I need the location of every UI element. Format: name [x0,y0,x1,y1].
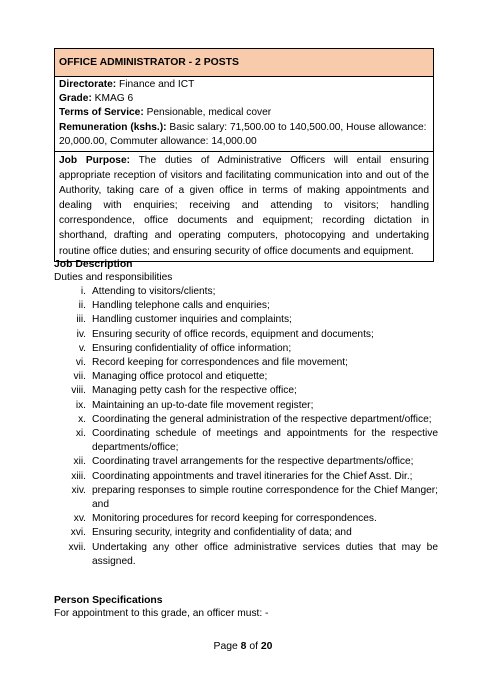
duty-item [54,455,438,469]
remuneration-label: Remuneration (kshs.): [59,121,167,133]
duty-text: Managing office protocol and etiquette; [92,371,268,383]
terms-row [59,106,429,120]
job-summary-table [54,48,434,262]
job-description-section [54,258,438,569]
duty-number: xiv. [71,484,86,496]
remuneration-value: Basic salary: 71,500.00 to 140,500.00, House allowance: 20,000.00, Commuter allowance: 14,000.00 [59,121,427,147]
job-title: OFFICE ADMINISTRATOR - 2 POSTS [55,49,433,77]
terms-label: Terms of Service: [59,107,144,119]
duty-item [54,399,438,413]
duty-text: Record keeping for correspondences and file movement; [92,357,348,369]
remuneration-row [59,121,429,149]
duty-item [54,313,438,327]
duties-list [54,285,438,569]
duty-text: Ensuring security, integrity and confidentiality of data; and [92,527,352,539]
duty-item [54,384,438,398]
duty-text: Coordinating the general administration of the respective department/office; [92,413,432,425]
duty-number: xvi. [70,527,86,539]
duty-text: Handling customer inquiries and complaints; [92,314,292,326]
person-specifications-heading: Person Specifications [54,595,163,606]
grade-value: KMAG 6 [91,93,134,105]
duty-text: Coordinating appointments and travel itineraries for the Chief Asst. Dir.; [92,470,413,482]
duty-number: x. [78,413,86,425]
duty-text: Coordinating schedule of meetings and appointments for the respective departments/office; [92,428,438,454]
duty-text: Attending to visitors/clients; [92,286,216,297]
duty-number: ii. [78,300,86,312]
duties-intro: Duties and responsibilities [54,272,173,283]
duty-number: xvii. [68,541,86,553]
duty-item [54,342,438,356]
duty-item [54,427,438,455]
duty-number: xv. [73,513,86,525]
directorate-value: Finance and ICT [116,79,195,90]
duty-text: Monitoring procedures for record keeping for correspondences. [92,513,377,525]
duty-text: Ensuring security of office records, equipment and documents; [92,328,374,340]
job-purpose [55,152,433,261]
duty-item [54,413,438,427]
duty-number: ix. [75,399,86,411]
duty-item [54,370,438,384]
grade-label: Grade: [59,93,92,105]
duty-text: Managing petty cash for the respective office; [92,385,297,397]
page-footer [0,640,486,653]
terms-value: Pensionable, medical cover [143,107,272,119]
duty-item [54,356,438,370]
duty-text: preparing responses to simple routine correspondence for the Chief Manger; and [92,484,438,511]
duty-text: Coordinating travel arrangements for the respective departments/office; [92,456,414,468]
directorate-row [59,78,429,92]
grade-row [59,92,429,106]
duty-item [54,512,438,526]
job-description-heading: Job Description [54,259,133,270]
duty-item [54,541,438,569]
duty-item [54,526,438,540]
duty-number: viii. [71,385,86,397]
duty-number: i. [80,286,86,297]
duty-number: xiii. [71,470,86,482]
purpose-value: The duties of Administrative Officers will entail ensuring appropriate reception of visitors and facilitating communication into and out of the Authority, taking care of a given office in terms of making appointments and dealing with enquiries; receiving and attending to visitors; handling correspondence, office documents and equipment; recording dictation in shorthand, drafting and operating computers, photocopying and undertaking routine office duties; and ensuring security of office documents and equipment. [59,155,429,257]
directorate-label: Directorate: [59,79,117,90]
duty-item [54,328,438,342]
duty-number: xii. [73,456,86,468]
duty-number: vi. [75,357,86,369]
duty-text: Handling telephone calls and enquiries; [92,300,270,312]
job-details [55,77,433,152]
duty-item [54,299,438,313]
of-word: of [246,641,261,652]
duty-number: vii. [73,371,86,383]
page-number: 8 [240,641,247,652]
duty-text: Undertaking any other office administrative services duties that may be assigned. [92,541,438,567]
duty-text: Maintaining an up-to-date file movement register; [92,399,314,411]
duty-number: iii. [76,314,86,326]
duty-item [54,470,438,484]
duty-number: xi. [75,428,86,440]
total-pages: 20 [260,641,273,652]
duty-number: v. [78,342,86,354]
duty-item [54,285,438,299]
person-specifications-section [54,594,438,620]
person-specifications-intro: For appointment to this grade, an officer must: - [54,608,269,619]
duty-text: Ensuring confidentiality of office information; [92,342,292,354]
duty-item [54,484,438,512]
duty-number: iv. [76,328,86,340]
purpose-label: Job Purpose: [59,155,131,167]
page-word: Page [213,641,241,652]
